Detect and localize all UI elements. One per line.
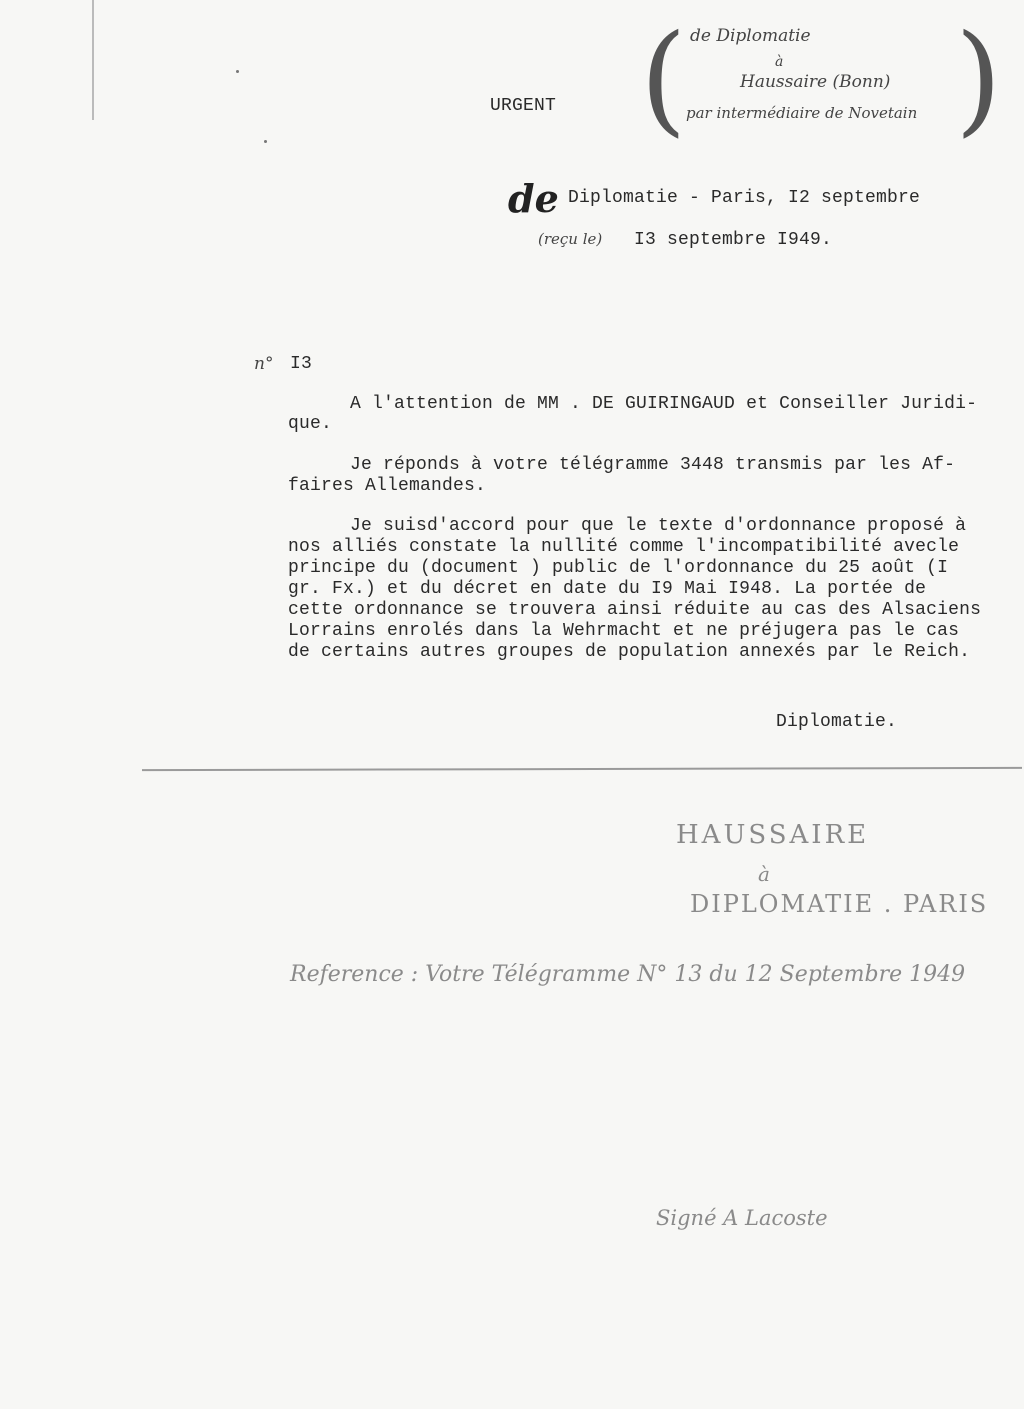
margin-line xyxy=(92,0,94,120)
reply-sender: DIPLOMATIE . PARIS xyxy=(690,890,989,918)
received-note: (reçu le) xyxy=(538,230,603,248)
para2-line-2: nos alliés constate la nullité comme l'incompatibilité avecle xyxy=(288,537,960,557)
attention-line-2: que. xyxy=(288,414,333,434)
para1-line-1: Je réponds à votre télégramme 3448 transmis par les Af- xyxy=(350,455,956,475)
received-date: I3 septembre I949. xyxy=(634,230,833,250)
para2-line-5: cette ordonnance se trouvera ainsi réduite au cas des Alsaciens xyxy=(288,600,982,620)
para2-line-3: principe du (document ) public de l'ordonnance du 25 août (I xyxy=(288,558,949,578)
urgent-label: URGENT xyxy=(490,96,557,116)
section-divider xyxy=(142,767,1022,771)
para1-line-2: faires Allemandes. xyxy=(288,476,487,496)
sender-line: Diplomatie - Paris, I2 septembre xyxy=(568,188,921,208)
routing-note-line-3: Haussaire (Bonn) xyxy=(740,72,891,92)
para2-line-7: de certains autres groupes de population annexés par le Reich. xyxy=(288,642,971,662)
routing-note-line-1: de Diplomatie xyxy=(690,26,811,46)
para2-line-6: Lorrains enrolés dans la Wehrmacht et ne préjugera pas le cas xyxy=(288,621,960,641)
sender-stamp: de xyxy=(508,176,559,221)
routing-note-line-4: par intermédiaire de Novetain xyxy=(686,104,918,122)
reply-connector: à xyxy=(758,862,770,886)
number-mark: n° xyxy=(254,354,274,374)
para2-line-4: gr. Fx.) et du décret en date du I9 Mai I948. La portée de xyxy=(288,579,927,599)
open-paren: ( xyxy=(640,10,687,149)
signature: Diplomatie. xyxy=(776,712,898,732)
para2-line-1: Je suisd'accord pour que le texte d'ordonnance proposé à xyxy=(350,516,967,536)
routing-note-line-2: à xyxy=(775,54,784,70)
close-paren: ) xyxy=(955,10,1002,149)
attention-line-1: A l'attention de MM . DE GUIRINGAUD et Conseiller Juridi- xyxy=(350,394,978,414)
ink-speck xyxy=(236,70,239,73)
ink-speck xyxy=(264,140,267,143)
reply-signed: Signé A Lacoste xyxy=(656,1206,828,1230)
reply-reference: Reference : Votre Télégramme N° 13 du 12 Septembre 1949 xyxy=(290,962,966,987)
reply-recipient: HAUSSAIRE xyxy=(676,820,870,850)
telegram-number: I3 xyxy=(290,354,313,374)
